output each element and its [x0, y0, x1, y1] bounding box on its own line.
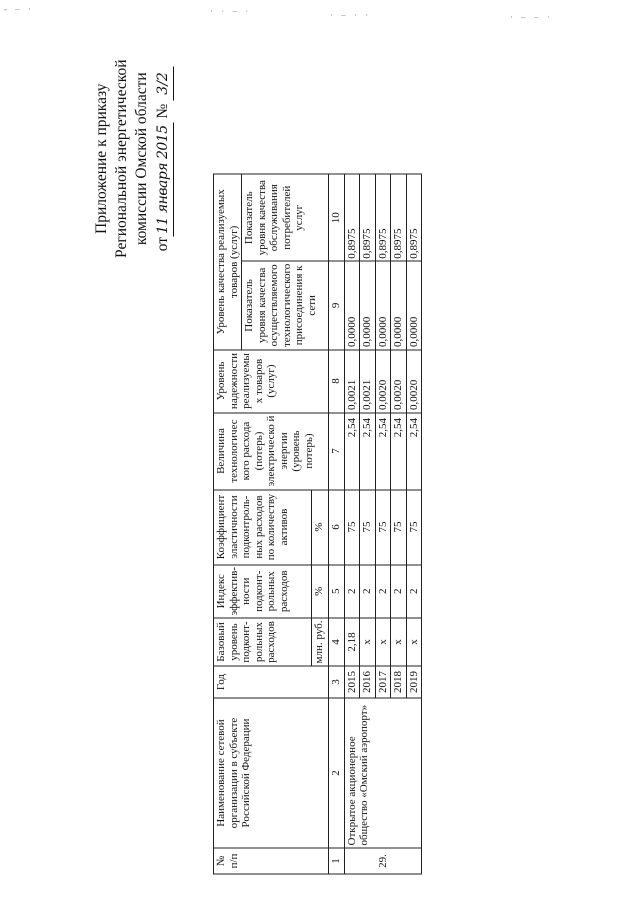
header-line-1: Приложение к приказу	[93, 83, 110, 234]
header-date-line	[153, 60, 174, 258]
cell-year: 2016	[360, 666, 376, 698]
column-index: 10	[329, 174, 345, 261]
organization-name: Открытое акционерное общество «Омский аэропорт»	[344, 698, 422, 848]
cell-loss: 2,54	[360, 413, 376, 490]
column-index: 9	[329, 261, 345, 349]
column-index: 2	[329, 698, 345, 848]
col-header-no: № п/п	[214, 848, 329, 874]
unit-index: %	[312, 565, 329, 618]
cell-coef: 75	[391, 490, 407, 565]
cell-reliability: 0,0020	[391, 350, 407, 413]
cell-index: 2	[406, 565, 422, 618]
col-header-quality: Уровень качества реализуемых товаров (услуг)	[214, 174, 242, 349]
col-header-quality-service: Показатель уровня качества обслуживания потребителей услуг	[242, 174, 329, 261]
column-index: 3	[329, 666, 345, 698]
col-header-index: Индекс эффектив-ности подконт-рольных расходов	[214, 565, 312, 618]
cell-reliability: 0,0021	[344, 350, 360, 413]
row-number: 29.	[344, 848, 422, 874]
cell-index: 2	[344, 565, 360, 618]
col-header-year: Год	[214, 666, 329, 698]
cell-loss: 2,54	[344, 413, 360, 490]
column-index: 8	[329, 350, 345, 413]
col-header-coef: Коэффициент эластичности подконтроль-ных расходов по количеству активов	[214, 490, 312, 565]
cell-quality-service: 0,8975	[375, 174, 391, 261]
cell-quality-connection: 0,0000	[391, 261, 407, 349]
cell-base: 2,18	[344, 618, 360, 666]
scan-noise: · · ‒ ·	[210, 6, 252, 16]
cell-quality-service: 0,8975	[391, 174, 407, 261]
handwritten-date: 11 января 2015	[153, 122, 174, 237]
cell-reliability: 0,0021	[360, 350, 376, 413]
cell-base: х	[375, 618, 391, 666]
cell-quality-service: 0,8975	[360, 174, 376, 261]
column-index: 6	[329, 490, 345, 565]
cell-year: 2017	[375, 666, 391, 698]
indicators-table	[213, 174, 422, 875]
unit-coef: %	[312, 490, 329, 565]
cell-index: 2	[375, 565, 391, 618]
cell-base: х	[360, 618, 376, 666]
cell-quality-connection: 0,0000	[360, 261, 376, 349]
date-prefix: от	[154, 236, 171, 252]
cell-quality-service: 0,8975	[344, 174, 360, 261]
col-header-name: Наименование сетевой организации в субъекте Российской Федерации	[214, 698, 329, 848]
col-header-base: Базовый уровень подконт-рольных расходов	[214, 618, 312, 666]
column-index: 7	[329, 413, 345, 490]
col-header-reliability: Уровень надежности реализуемы х товаров (услуг)	[214, 350, 329, 413]
cell-year: 2015	[344, 666, 360, 698]
handwritten-number: 3/2	[153, 66, 174, 101]
column-index-row	[329, 174, 345, 874]
table-header-row	[214, 174, 242, 874]
table-row	[344, 174, 360, 874]
cell-quality-connection: 0,0000	[375, 261, 391, 349]
unit-base: млн. руб.	[312, 618, 329, 666]
cell-quality-connection: 0,0000	[344, 261, 360, 349]
cell-loss: 2,54	[375, 413, 391, 490]
cell-index: 2	[391, 565, 407, 618]
cell-coef: 75	[406, 490, 422, 565]
column-index: 5	[329, 565, 345, 618]
scan-noise: - ‒ ·	[4, 4, 34, 14]
col-header-quality-connection: Показатель уровня качества осуществляемого технологического присоединения к сети	[242, 261, 329, 349]
cell-index: 2	[360, 565, 376, 618]
cell-quality-service: 0,8975	[406, 174, 422, 261]
col-header-loss: Величина технологичес кого расхода (потерь) электрическо й энергии (уровень потерь)	[214, 413, 329, 490]
cell-base: х	[406, 618, 422, 666]
cell-base: х	[391, 618, 407, 666]
number-sign: №	[154, 103, 171, 119]
cell-coef: 75	[360, 490, 376, 565]
cell-loss: 2,54	[391, 413, 407, 490]
header-line-3: комиссии Омской области	[133, 72, 150, 246]
cell-coef: 75	[344, 490, 360, 565]
scan-noise: · ‒ · ·	[330, 10, 372, 20]
cell-quality-connection: 0,0000	[406, 261, 422, 349]
header-line-2: Региональной энергетической	[113, 59, 130, 258]
document-header	[92, 60, 174, 258]
cell-year: 2019	[406, 666, 422, 698]
cell-year: 2018	[391, 666, 407, 698]
cell-loss: 2,54	[406, 413, 422, 490]
cell-reliability: 0,0020	[406, 350, 422, 413]
column-index: 1	[329, 848, 345, 874]
scan-noise: · ‒ ‒ ·	[510, 12, 553, 22]
cell-reliability: 0,0020	[375, 350, 391, 413]
column-index: 4	[329, 618, 345, 666]
cell-coef: 75	[375, 490, 391, 565]
